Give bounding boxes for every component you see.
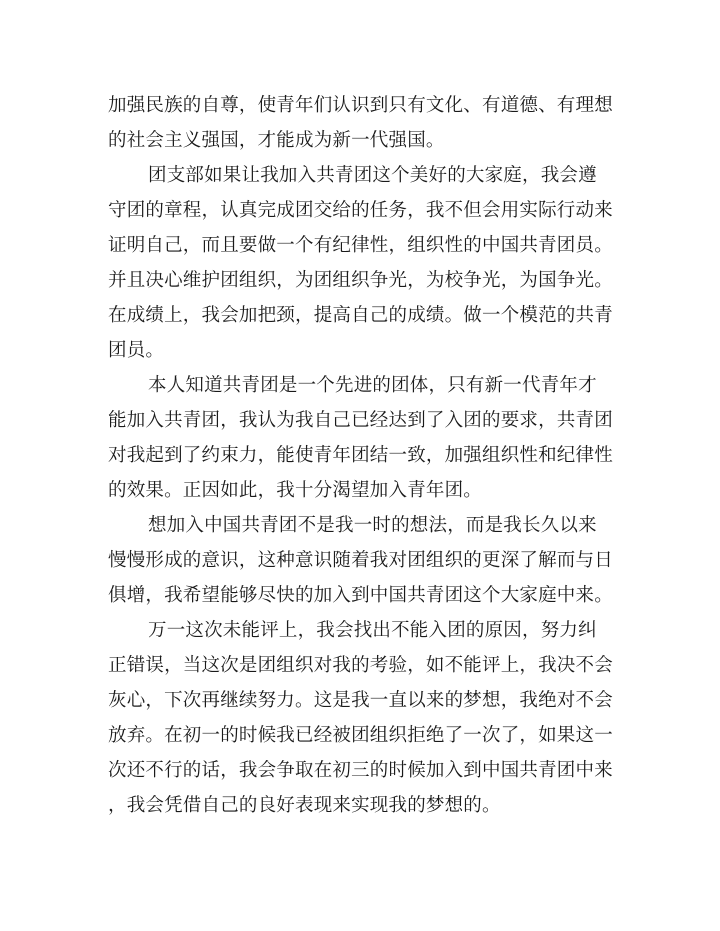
text-line: 放弃。在初一的时候我已经被团组织拒绝了一次了，如果这一 xyxy=(108,725,613,746)
text-line: ，我会凭借自己的良好表现来实现我的梦想的。 xyxy=(108,795,501,816)
text-line: 团员。 xyxy=(108,340,165,361)
text-line: 加强民族的自尊，使青年们认识到只有文化、有道德、有理想 xyxy=(108,95,613,116)
paragraph-start-line: 想加入中国共青团不是我一时的想法，而是我长久以来 xyxy=(148,515,597,536)
text-line: 并且决心维护团组织，为团组织争光，为校争光，为国争光。 xyxy=(108,270,613,291)
text-line: 的效果。正因如此，我十分渴望加入青年团。 xyxy=(108,480,483,501)
text-line: 慢慢形成的意识，这种意识随着我对团组织的更深了解而与日 xyxy=(108,550,613,571)
text-line: 的社会主义强国，才能成为新一代强国。 xyxy=(108,130,445,151)
text-line: 证明自己，而且要做一个有纪律性，组织性的中国共青团员。 xyxy=(108,235,613,256)
paragraph-start-line: 本人知道共青团是一个先进的团体，只有新一代青年才 xyxy=(148,375,597,396)
text-line: 在成绩上，我会加把颈，提高自己的成绩。做一个模范的共青 xyxy=(108,305,613,326)
paragraph-start-line: 团支部如果让我加入共青团这个美好的大家庭，我会遵 xyxy=(148,165,597,186)
text-line: 对我起到了约束力，能使青年团结一致，加强组织性和纪律性 xyxy=(108,445,613,466)
text-line: 灰心，下次再继续努力。这是我一直以来的梦想，我绝对不会 xyxy=(108,690,613,711)
text-line: 次还不行的话，我会争取在初三的时候加入到中国共青团中来 xyxy=(108,760,613,781)
text-line: 能加入共青团，我认为我自己已经达到了入团的要求，共青团 xyxy=(108,410,613,431)
text-line: 正错误，当这次是团组织对我的考验，如不能评上，我决不会 xyxy=(108,655,613,676)
text-line: 守团的章程，认真完成团交给的任务，我不但会用实际行动来 xyxy=(108,200,613,221)
text-line: 俱增，我希望能够尽快的加入到中国共青团这个大家庭中来。 xyxy=(108,585,613,606)
document-body xyxy=(108,88,620,823)
paragraph-start-line: 万一这次未能评上，我会找出不能入团的原因，努力纠 xyxy=(148,620,597,641)
